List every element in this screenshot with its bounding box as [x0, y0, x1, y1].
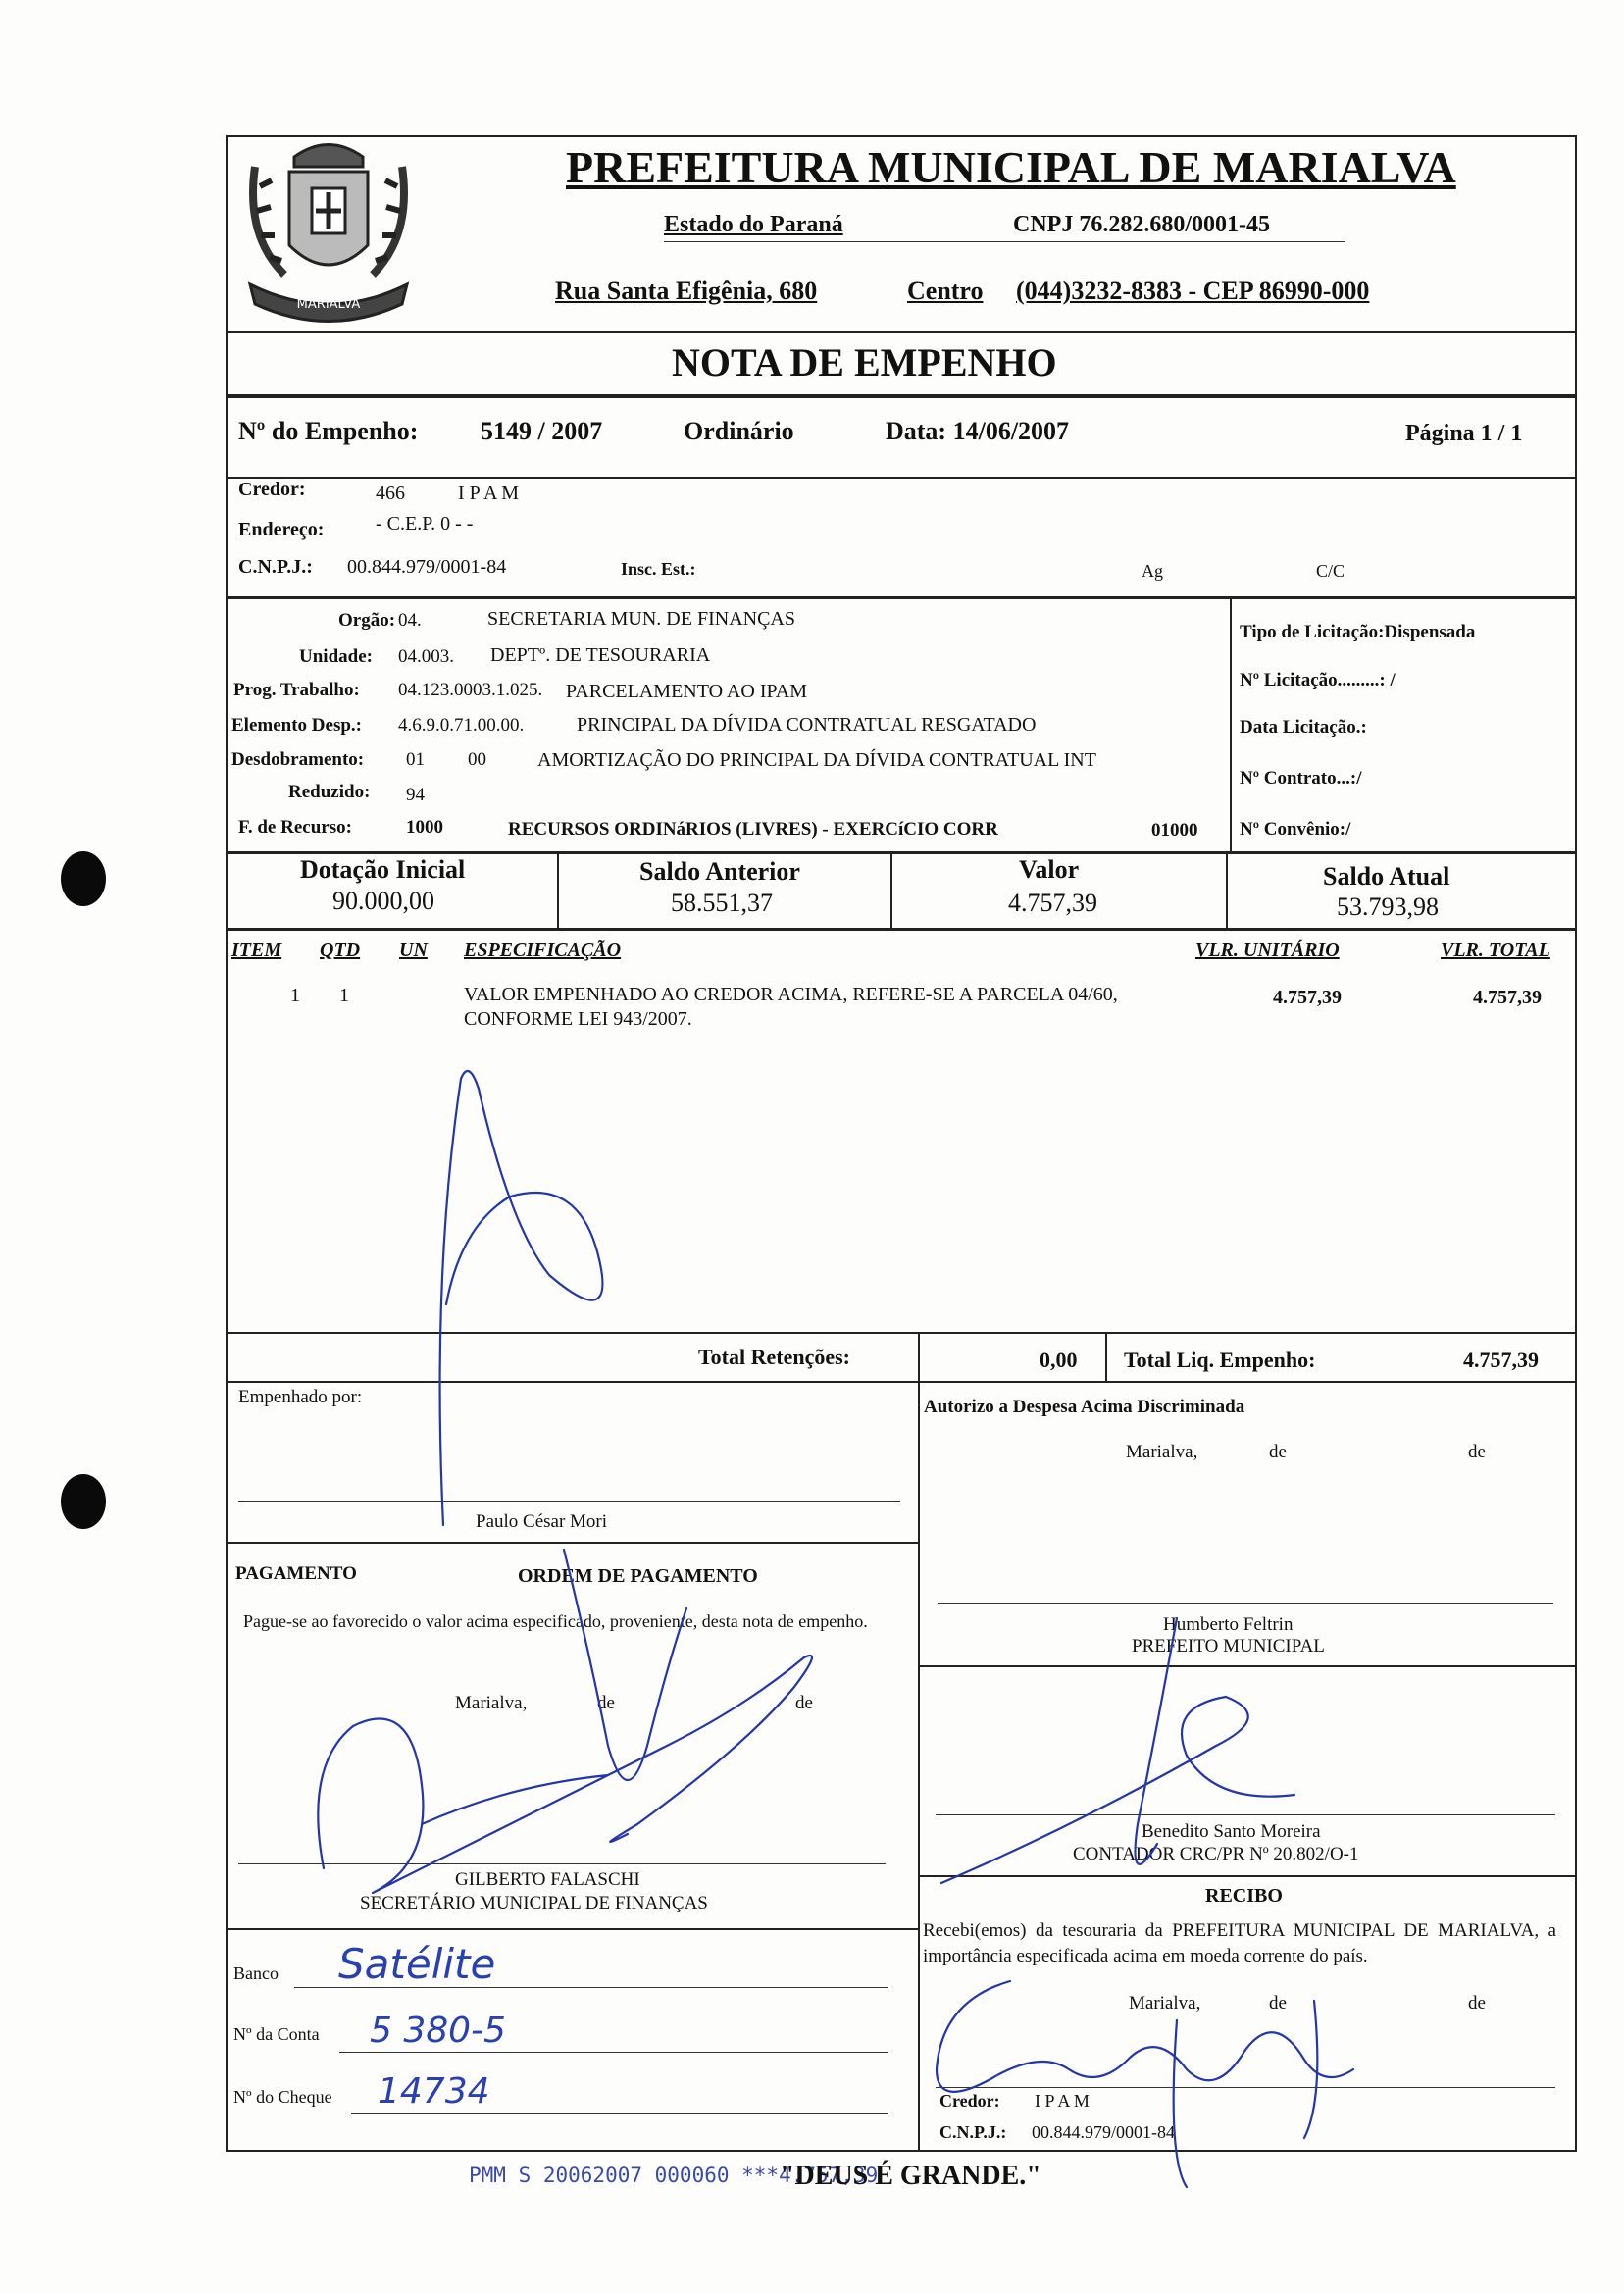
item-vunit: 4.757,39 — [1273, 987, 1342, 1008]
autorizo-title: Autorizo a Despesa Acima Discriminada — [924, 1397, 1245, 1417]
saldo-anterior-label: Saldo Anterior — [639, 857, 800, 886]
orgao-code: 04. — [398, 610, 422, 631]
cnpj-value: 00.844.979/0001-84 — [347, 556, 507, 578]
retencoes-value: 0,00 — [1040, 1348, 1078, 1372]
dotacao-label: Dotação Inicial — [300, 855, 466, 884]
valor-value: 4.757,39 — [1008, 889, 1097, 917]
credor-label: Credor: — [238, 479, 306, 500]
saldo-anterior-value: 58.551,37 — [671, 889, 773, 917]
desdobramento-desc: AMORTIZAÇÃO DO PRINCIPAL DA DÍVIDA CONTRATUAL INT — [537, 749, 1096, 771]
contador-role: CONTADOR CRC/PR Nº 20.802/O-1 — [1073, 1844, 1359, 1864]
saldo-atual-label: Saldo Atual — [1323, 862, 1450, 891]
header-street: Rua Santa Efigênia, 680 — [555, 277, 818, 305]
pagamento-label: PAGAMENTO — [235, 1563, 357, 1584]
item-qtd: 1 — [339, 985, 349, 1006]
banco-value[interactable]: Satélite — [338, 1940, 496, 1988]
header-district: Centro — [907, 277, 984, 305]
col-header-espec: ESPECIFICAÇÃO — [464, 940, 622, 961]
fonte-label: F. de Recurso: — [238, 817, 352, 838]
fonte-code: 1000 — [406, 817, 443, 838]
unidade-label: Unidade: — [299, 646, 373, 667]
unidade-code: 04.003. — [398, 646, 454, 667]
recibo-text: Recebi(emos) da tesouraria da PREFEITURA MUNICIPAL DE MARIALVA, a importância especificada acima em moeda corrente do país. — [923, 1920, 1556, 1966]
prog-code: 04.123.0003.1.025. — [398, 680, 543, 700]
elemento-desc: PRINCIPAL DA DÍVIDA CONTRATUAL RESGATADO — [577, 714, 1037, 736]
ag-label: Ag — [1142, 561, 1163, 581]
tipo-licitacao: Tipo de Licitação:Dispensada — [1240, 622, 1476, 642]
desdobramento-code-2: 00 — [468, 749, 486, 770]
orgao-desc: SECRETARIA MUN. DE FINANÇAS — [487, 608, 795, 630]
col-header-qtd: QTD — [320, 940, 361, 961]
reduzido-label: Reduzido: — [288, 782, 371, 802]
liquido-value: 4.757,39 — [1463, 1348, 1539, 1372]
insc-est-label: Insc. Est.: — [621, 559, 696, 579]
desdobramento-code-1: 01 — [406, 749, 425, 770]
orgao-label: Orgão: — [338, 610, 396, 631]
recibo-de-1: de — [1269, 1993, 1287, 2013]
fonte-code-2: 01000 — [1151, 820, 1198, 841]
empenho-type: Ordinário — [684, 417, 794, 445]
recibo-place: Marialva, — [1129, 1993, 1201, 2013]
endereco-label: Endereço: — [238, 519, 325, 540]
page-number: Página 1 / 1 — [1405, 421, 1523, 446]
header-phone-cep: (044)3232-8383 - CEP 86990-000 — [1016, 277, 1370, 305]
signature-items-area — [440, 1071, 603, 1525]
cheque-value[interactable]: 14734 — [378, 2071, 490, 2112]
cheque-label: Nº do Cheque — [233, 2087, 332, 2107]
signature-credor — [937, 1981, 1353, 2187]
recibo-cnpj-label: C.N.P.J.: — [939, 2122, 1007, 2142]
empenho-number: 5149 / 2007 — [481, 417, 603, 445]
col-header-vunit: VLR. UNITÁRIO — [1195, 940, 1340, 961]
empenho-date: Data: 14/06/2007 — [886, 417, 1070, 445]
prefeito-role: PREFEITO MUNICIPAL — [1132, 1636, 1325, 1656]
empenhado-name: Paulo César Mori — [476, 1511, 608, 1532]
recibo-title: RECIBO — [1205, 1885, 1283, 1907]
autorizo-place: Marialva, — [1126, 1442, 1198, 1462]
item-espec: VALOR EMPENHADO AO CREDOR ACIMA, REFERE-SE A PARCELA 04/60, CONFORME LEI 943/2007. — [464, 984, 1118, 1030]
elemento-code: 4.6.9.0.71.00.00. — [398, 715, 525, 736]
desdobramento-label: Desdobramento: — [231, 749, 365, 770]
pagamento-de-2: de — [795, 1693, 813, 1713]
prog-label: Prog. Trabalho: — [233, 680, 360, 700]
svg-text:MARIALVA: MARIALVA — [296, 297, 361, 312]
col-header-vtotal: VLR. TOTAL — [1441, 940, 1550, 961]
col-header-item: ITEM — [231, 940, 282, 961]
document-title: NOTA DE EMPENHO — [672, 340, 1057, 384]
signature-prefeito — [941, 1618, 1294, 1883]
cc-label: C/C — [1316, 561, 1345, 581]
signature-secretario — [318, 1656, 812, 1893]
data-licitacao: Data Licitação.: — [1240, 717, 1367, 738]
reduzido-value: 94 — [406, 785, 425, 805]
liquido-label: Total Liq. Empenho: — [1124, 1348, 1316, 1372]
pagamento-de-1: de — [597, 1693, 615, 1713]
recibo-cnpj-value: 00.844.979/0001-84 — [1032, 2122, 1175, 2142]
item-vtotal: 4.757,39 — [1473, 987, 1542, 1008]
conta-value[interactable]: 5 380-5 — [370, 2011, 506, 2051]
contador-name: Benedito Santo Moreira — [1142, 1821, 1321, 1842]
elemento-label: Elemento Desp.: — [231, 715, 362, 736]
recibo-credor-label: Credor: — [939, 2091, 1000, 2111]
banco-label: Banco — [233, 1963, 279, 1983]
credor-code: 466 — [376, 483, 405, 504]
dotacao-value: 90.000,00 — [332, 887, 434, 915]
secretario-name: GILBERTO FALASCHI — [455, 1869, 640, 1890]
numero-licitacao: Nº Licitação.........: / — [1240, 670, 1396, 690]
col-header-un: UN — [399, 940, 428, 961]
recibo-credor-value: I P A M — [1035, 2091, 1090, 2111]
header-title: PREFEITURA MUNICIPAL DE MARIALVA — [566, 142, 1456, 192]
recibo-de-2: de — [1468, 1993, 1486, 2013]
valor-label: Valor — [1019, 855, 1080, 884]
autorizo-de-1: de — [1269, 1442, 1287, 1462]
header-cnpj: CNPJ 76.282.680/0001-45 — [1013, 212, 1270, 237]
pagamento-place: Marialva, — [455, 1693, 528, 1713]
secretario-role: SECRETÁRIO MUNICIPAL DE FINANÇAS — [360, 1893, 708, 1913]
conta-label: Nº da Conta — [233, 2024, 320, 2044]
endereco-value: - C.E.P. 0 - - — [376, 513, 474, 535]
numero-convenio: Nº Convênio:/ — [1240, 819, 1351, 840]
pagamento-text: Pague-se ao favorecido o valor acima especificado, proveniente, desta nota de empenho. — [243, 1611, 868, 1631]
ordem-pagamento-title: ORDEM DE PAGAMENTO — [518, 1565, 758, 1587]
retencoes-label: Total Retenções: — [698, 1345, 850, 1369]
prefeito-name: Humberto Feltrin — [1163, 1614, 1294, 1635]
empenho-label: Nº do Empenho: — [238, 417, 419, 445]
unidade-desc: DEPTº. DE TESOURARIA — [490, 644, 711, 666]
footer-motto: "DEUS É GRANDE." — [780, 2161, 1041, 2191]
header-state: Estado do Paraná — [664, 212, 843, 237]
empenhado-label: Empenhado por: — [238, 1387, 363, 1407]
cnpj-label: C.N.P.J.: — [238, 556, 313, 578]
credor-name: I P A M — [458, 483, 520, 504]
numero-contrato: Nº Contrato...:/ — [1240, 768, 1362, 789]
saldo-atual-value: 53.793,98 — [1337, 892, 1439, 921]
footer-stamp: PMM S 20062007 000060 ***4.757,39 — [469, 2164, 879, 2187]
autorizo-de-2: de — [1468, 1442, 1486, 1462]
fonte-desc: RECURSOS ORDINáRIOS (LIVRES) - EXERCíCIO CORR — [508, 819, 998, 840]
item-number: 1 — [290, 985, 300, 1006]
prog-desc: PARCELAMENTO AO IPAM — [566, 681, 807, 702]
